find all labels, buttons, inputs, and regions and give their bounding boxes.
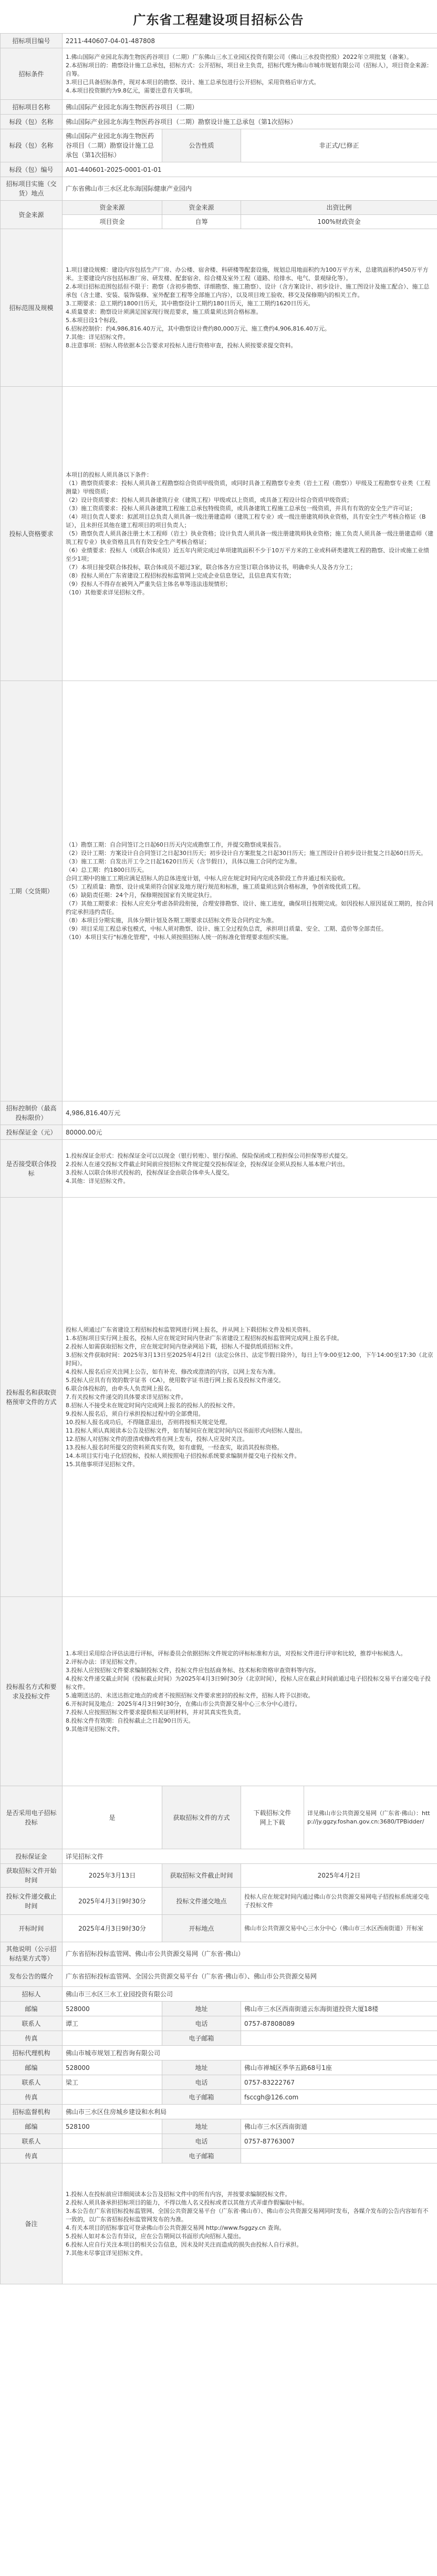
value-section-code: A01-440601-2025-0001-01-01 xyxy=(63,162,437,177)
label-purchase-start: 获取招标文件开始时间 xyxy=(1,1864,63,1888)
row-section-name xyxy=(1,115,437,129)
funding-head-3: 出资比例 xyxy=(241,201,437,215)
value-supervisor-address: 佛山市三水区西南街道 xyxy=(241,2119,437,2134)
label-tenderer-contact: 联系人 xyxy=(1,2016,63,2031)
row-funding-body xyxy=(1,215,437,229)
label-guarantee: 是否接受联合体投标 xyxy=(1,1140,63,1198)
funding-cell-2: 自筹 xyxy=(162,215,241,229)
label-agency: 招标代理机构 xyxy=(1,2046,63,2060)
row-tenderer-contact xyxy=(1,2016,437,2031)
label-section-name: 标段（包）名称 xyxy=(1,115,63,129)
label-location: 招标项目实施（交货）地点 xyxy=(1,177,63,201)
value-tenderer-contact: 谭工 xyxy=(63,2016,162,2031)
value-tenderer-phone: 0757-87808089 xyxy=(241,2016,437,2031)
row-max-price xyxy=(1,1101,437,1125)
label-agency-email: 电子邮箱 xyxy=(162,2090,241,2105)
value-eval: 1.本项目采用综合评估法进行评标，评标委员会依据招标文件规定的评标标准和方法，对投标文件进行评审和比较，推荐中标候选人。 2.评标办法：详见招标文件。 3.投标人应按招标文件要求编制投标文件，投标文件应包括商务标、技术标和资格审查资料等内容。 4.投标文件递交截止时间（投标截止时间）为2025年4月3日9时30分（北京时间），投标人应在截止时间前通过电子招投标交易平台递交电子投标文件。 5.逾期送达的、未送达指定地点的或者不按照招标文件要求密封的投标文件，招标人将予以拒收。 6.开标时间及地点：2025年4月3日9时30分，在佛山市公共资源交易中心三水分中心进行。 7.投标人应按照招标文件要求提供相关证明材料，并对其真实性负责。 8.投标文件有效期：自投标截止之日起90日历天。 9.其他详见招标文件。 xyxy=(63,1597,437,1786)
value-section-name: 佛山国际产业园北东海生物医药谷项目（二期）勘察设计施工总承包（第1次招标） xyxy=(63,115,437,129)
row-supervisor xyxy=(1,2105,437,2119)
label-remarks: 备注 xyxy=(1,2163,63,2284)
label-duration: 工期（交货期） xyxy=(1,681,63,1101)
value-purchase-start: 2025年3月13日 xyxy=(63,1864,162,1888)
value-location: 广东省佛山市三水区北东海国际健康产业园内 xyxy=(63,177,437,201)
label-tenderer-fax: 传真 xyxy=(1,2031,63,2046)
label-other: 其他说明（公示招标结果方式等） xyxy=(1,1942,63,1966)
row-tenderer xyxy=(1,1987,437,2002)
label-section-code: 标段（包）编号 xyxy=(1,162,63,177)
file-method-bottom: 网上下载 xyxy=(259,1818,285,1826)
value-agency-email[interactable]: fsccgh@126.com xyxy=(241,2090,437,2105)
label-qualification: 投标人资格要求 xyxy=(1,387,63,681)
row-registration xyxy=(1,1198,437,1597)
value-open-time: 2025年4月3日9时30分 xyxy=(63,1915,162,1942)
label-tenderer-email: 电子邮箱 xyxy=(162,2031,241,2046)
label-agency-phone: 电话 xyxy=(162,2075,241,2090)
label-file-method: 获取招标文件的方式 xyxy=(162,1786,241,1849)
label-tenderer-postcode: 邮编 xyxy=(1,2002,63,2016)
value-registration: 投标人须通过广东省建设工程招标投标监管网进行网上报名，并从网上下载招标文件及相关资料。 1.本招标项目实行网上报名，投标人应在规定时间内登录广东省建设工程招标投标监管网完成网上报名手续。 2.投标人如需获取招标文件，应在规定时间内登录网站下载，招标人不提供纸质招标文件。 3.招标文件获取时间：2025年3月13日至2025年4月2日（法定公休日、法定节假日除外），每日上午9:00至12:00，下午14:00至17:30（北京时间）。 4.投标人报名后应关注网上公告，如有补充、修改或澄清的内容，以网上发布为准。 5.投标人应具有有效的数字证书（CA），使用数字证书进行网上报名及投标文件递交。 6.联合体投标的，由牵头人负责网上报名。 7.有关投标文件递交的具体要求详见招标文件。 8.招标人不接受未在规定时间内完成网上报名的投标人的投标文件。 9.投标人报名后，须自行承担投标过程中的全部费用。 10.投标人报名成功后，不得随意退出，否则将按相关规定处理。 11.投标人须认真阅读本公告及招标文件，如有疑问应在规定时间内以书面形式向招标人提出。 12.招标人对招标文件的澄清或修改将在网上发布，投标人应及时关注。 13.投标人报名时所提交的资料须真实有效，如有虚假，一经查实，取消其投标资格。 14.本项目实行电子化招投标，投标人须按照电子招投标系统要求编制并提交电子投标文件。 15.其他事项详见招标文件。 xyxy=(63,1198,437,1597)
value-project-name: 佛山国际产业园北东海生物医药谷项目（二期） xyxy=(63,100,437,115)
value-project-code: 2211-440607-04-01-487808 xyxy=(63,34,437,48)
row-publish-media xyxy=(1,1966,437,1987)
value-agency-postcode: 528000 xyxy=(63,2060,162,2075)
value-e-tender: 是 xyxy=(63,1786,162,1849)
value-supervisor-contact xyxy=(63,2134,162,2149)
value-tenderer: 佛山市三水区三水工业园投资有限公司 xyxy=(63,1987,437,2002)
row-eval xyxy=(1,1597,437,1786)
value-guarantee: 1.投标保证金形式：投标保证金可以以现金（银行转账）、银行保函、保险保函或工程担保公司担保等形式提交。 2.投标人在递交投标文件截止时间前应按招标文件规定提交投标保证金，投标保证金须从投标人基本账户转出。 3.投标人以联合体形式投标的，投标保证金由联合体牵头人提交。 4.其他：详见招标文件。 xyxy=(63,1140,437,1198)
label-purchase-end: 获取招标文件截止时间 xyxy=(162,1864,241,1888)
label-eval: 投标报名方式和要求及投标文件 xyxy=(1,1597,63,1786)
row-file-notice xyxy=(1,1786,437,1849)
row-guarantee xyxy=(1,1140,437,1198)
value-submit-deadline: 2025年4月3日9时30分 xyxy=(63,1888,162,1915)
label-open-time: 开标时间 xyxy=(1,1915,63,1942)
value-duration: （1）勘察工期：自合同签订之日起60日历天内完成勘察工作，并提交勘察成果报告。 （2）设计工期：方案设计自合同签订之日起30日历天；初步设计自方案批复之日起30日历天；施工图设计自初步设计批复之日起60日历天。 （3）施工工期：自发出开工令之日起1620日历天（含节假日），具体以施工合同约定为准。 （4）总工期：约1800日历天。 合同工期中的施工工期应满足招标人的总体进度计划，中标人应在规定时间内完成各阶段工作并通过相关验收。 （5）工程质量：勘察、设计成果须符合国家及地方现行规范和标准，施工质量须达到合格标准，争创省级优质工程。 （6）缺陷责任期：24个月，保修期按国家有关规定执行。 （7）其他工期要求：投标人应充分考虑各阶段衔接，合理安排勘察、设计、施工进度，确保项目按期完成。如因投标人原因延误工期的，按合同约定承担违约责任。 （8）本项目分期实施，具体分期计划及各期工期要求以招标文件及合同约定为准。 （9）项目采用工程总承包模式，中标人须对勘察、设计、施工全过程负总责，承担项目质量、安全、工期、造价等全部责任。 （10）本项目实行"标准化管理"，中标人须按照招标人统一的标准化管理要求组织实施。 xyxy=(63,681,437,1101)
row-tenderer-postcode xyxy=(1,2002,437,2016)
value-supervisor-postcode: 528100 xyxy=(63,2119,162,2134)
value-gen-date: 详见招标文件 xyxy=(63,1849,437,1864)
row-project-code xyxy=(1,34,437,48)
value-conditions: 1.佛山国际产业园北东海生物医药谷项目（二期）广东佛山三水工业园区投资有限公司（佛山三水投资控股）2022年立项批复（备案）。 2.本招标项目的：勘察设计施工总承包，招标方式：公开招标，项目业主负责，招标代理为佛山市城市规划有限公司（招标人），项目资金来源：自筹。 3.项目已具备招标条件，现对本项目的勘察、设计、施工总承包进行公开招标，采用资格后审方式。 4.本项目投资额约为9.8亿元，需要注意有关事项。 xyxy=(63,48,437,100)
label-open-place: 开标地点 xyxy=(162,1915,241,1942)
value-agency-phone: 0757-83222767 xyxy=(241,2075,437,2090)
row-qualification xyxy=(1,387,437,681)
funding-head-2: 资金来源 xyxy=(162,201,241,215)
value-tenderer-postcode: 528000 xyxy=(63,2002,162,2016)
label-project-name: 招标项目名称 xyxy=(1,100,63,115)
label-supervisor-phone: 电话 xyxy=(162,2134,241,2149)
value-notice-type: 非正式/已修正 xyxy=(241,129,437,162)
value-agency: 佛山市城市规划工程咨询有限公司 xyxy=(63,2046,437,2060)
label-supervisor-contact: 联系人 xyxy=(1,2134,63,2149)
value-deposit: 80000.00元 xyxy=(63,1125,437,1140)
row-duration xyxy=(1,681,437,1101)
value-submit-place: 投标人应在规定时间内通过佛山市公共资源交易网电子招投标系统递交电子投标文件 xyxy=(241,1888,437,1915)
row-remarks xyxy=(1,2163,437,2284)
row-submit-deadline xyxy=(1,1888,437,1915)
label-supervisor-fax: 传真 xyxy=(1,2149,63,2163)
label-deposit: 投标保证金（元） xyxy=(1,1125,63,1140)
row-open-time xyxy=(1,1915,437,1942)
row-conditions xyxy=(1,48,437,100)
row-purchase xyxy=(1,1864,437,1888)
label-scope: 招标范围及规模 xyxy=(1,229,63,387)
label-project-code: 招标项目编号 xyxy=(1,34,63,48)
label-e-tender: 是否采用电子招标投标 xyxy=(1,1786,63,1849)
label-section-detail: 标段（包）名称 xyxy=(1,129,63,162)
row-funding-head xyxy=(1,201,437,215)
page-title: 广东省工程建设项目招标公告 xyxy=(133,13,304,27)
funding-cell-3: 100%财政资金 xyxy=(241,215,437,229)
value-agency-contact: 梁工 xyxy=(63,2075,162,2090)
value-section-detail: 佛山国际产业园北东海生物医药谷项目（二期）勘察设计施工总承包（第1次招标） xyxy=(63,129,162,162)
label-submit-deadline: 投标文件递交截止时间 xyxy=(1,1888,63,1915)
funding-cell-1: 项目资金 xyxy=(63,215,162,229)
value-supervisor-email xyxy=(241,2149,437,2163)
notice-table xyxy=(0,33,437,2284)
value-remarks: 1.投标人在投标前应详细阅读本公告及招标文件中的所有内容，并按要求编制投标文件。 2.投标人须具备承担招标项目的能力，不得以他人名义投标或者以其他方式弄虚作假骗取中标。 3.本公告在广东省招标投标监管网、全国公共资源交易平台（广东省·佛山市）、佛山市公共资源交易网同时发布，各媒介发布的公告内容如有不一致的，以广东省招标投标监管网发布的为准。 4.有关本项目的招标事宜可登录佛山市公共资源交易网 http://www.fsggzy.cn 查询。 5.投标人如对本公告有异议，应在公告期间以书面形式向招标人提出。 6.投标人应自行关注本项目的相关公告信息，因未及时关注而造成的损失由投标人自行承担。 7.其他未尽事宜详见招标文件。 xyxy=(63,2163,437,2284)
label-agency-postcode: 邮编 xyxy=(1,2060,63,2075)
label-supervisor: 招标监督机构 xyxy=(1,2105,63,2119)
label-tenderer-address: 地址 xyxy=(162,2002,241,2016)
row-deposit xyxy=(1,1125,437,1140)
label-max-price: 招标控制价（最高投标限价） xyxy=(1,1101,63,1125)
label-supervisor-postcode: 邮编 xyxy=(1,2119,63,2134)
label-tenderer: 招标人 xyxy=(1,1987,63,2002)
label-tenderer-phone: 电话 xyxy=(162,2016,241,2031)
value-agency-address: 佛山市禅城区季华五路68号1座 xyxy=(241,2060,437,2075)
row-agency-fax xyxy=(1,2090,437,2105)
label-agency-address: 地址 xyxy=(162,2060,241,2075)
label-registration: 投标报名和获取资格预审文件的方式 xyxy=(1,1198,63,1597)
row-section-detail xyxy=(1,129,437,162)
row-supervisor-fax xyxy=(1,2149,437,2163)
row-agency-contact xyxy=(1,2075,437,2090)
label-funding: 资金来源 xyxy=(1,201,63,229)
label-notice-type: 公告性质 xyxy=(162,129,241,162)
row-other xyxy=(1,1942,437,1966)
value-supervisor: 佛山市三水区住房城乡建设和水利局 xyxy=(63,2105,437,2119)
label-agency-contact: 联系人 xyxy=(1,2075,63,2090)
row-agency-postcode xyxy=(1,2060,437,2075)
label-supervisor-address: 地址 xyxy=(162,2119,241,2134)
row-section-code xyxy=(1,162,437,177)
value-supervisor-phone: 0757-87763007 xyxy=(241,2134,437,2149)
value-tenderer-email xyxy=(241,2031,437,2046)
value-file-method xyxy=(241,1786,304,1849)
value-agency-fax xyxy=(63,2090,162,2105)
funding-head-1: 资金来源 xyxy=(63,201,162,215)
value-qualification: 本项目的投标人须具备以下条件： （1）勘察资质要求：投标人须具备工程勘察综合资质甲级资质，或同时具备工程勘察专业类（岩土工程（勘察））甲级及工程勘察专业类（工程测量）甲级资质； （2）设计资质要求：投标人须具备建筑行业（建筑工程）甲级或以上资质，或具备工程设计综合资质甲级资质； （3）施工资质要求：投标人须具备建筑工程施工总承包特级资质，或具备建筑工程施工总承包一级资质，并具有有效的安全生产许可证； （4）项目负责人要求：拟派项目总负责人须具备一级注册建造师（建筑工程专业）或一级注册建筑师执业资格，具有安全生产考核合格证（B证），且未担任其他在建工程项目的项目负责人； （5）勘察负责人须具备注册土木工程师（岩土）执业资格；设计负责人须具备一级注册建筑师执业资格；施工负责人须具备一级注册建造师（建筑工程专业）执业资格且具有有效安全生产考核合格证； （6）业绩要求：投标人（或联合体成员）近五年内须完成过单项建筑面积不少于10万平方米的工业或科研类建筑工程的勘察、设计或施工业绩至少1项； （7）本项目接受联合体投标，联合体成员不超过3家，联合体各方应签订联合体协议书，明确牵头人及各方分工； （8）投标人须在广东省建设工程招标投标监管网上完成企业信息登记，且信息真实有效； （9）投标人不得存在被列入严重失信主体名单等违法违规情形； （10）其他要求详见招标文件。 xyxy=(63,387,437,681)
value-purchase-end: 2025年4月2日 xyxy=(241,1864,437,1888)
row-project-name xyxy=(1,100,437,115)
value-max-price: 4,986,816.40万元 xyxy=(63,1101,437,1125)
value-scope: 1.项目建设规模：建设内容包括生产厂房、办公楼、宿舍楼、科研楼等配套设施，规划总用地面积约为100万平方米，总建筑面积约450万平方米。主要建设内容包括标准厂房、研发楼、配套宿舍、综合楼及室外工程（道路、给排水、电气、景观绿化等）。 2.本项目招标范围包括但不限于：勘察（含初步勘察、详细勘察、施工勘察）、设计（含方案设计、初步设计、施工图设计及施工配合）、施工总承包（含土建、安装、装饰装修、室外配套工程等全部施工内容），以及项目竣工验收、移交及保修期内的相关工作。 3.工期要求：总工期约1800日历天，其中勘察设计工期约180日历天，施工工期约1620日历天。 4.质量要求：勘察设计须满足国家现行规范要求，施工质量须达到合格标准。 5.本项目设1个标段。 6.招标控制价：约4,986,816.40万元，其中勘察设计费约80,000万元、施工费约4,906,816.40万元。 7.其他：详见招标文件。 8.注意事项：招标人将依据本公告要求对投标人进行资格审查，投标人须按要求提交资料。 xyxy=(63,229,437,387)
file-method-top: 下载招标文件 xyxy=(253,1809,292,1817)
label-publish-media: 发布公告的媒介 xyxy=(1,1966,63,1987)
row-location xyxy=(1,177,437,201)
value-publish-media: 广东省招标投标监管网、全国公共资源交易平台（广东省·佛山市）、佛山市公共资源交易网 xyxy=(63,1966,437,1987)
value-file-note: 详见佛山市公共资源交易网（广东省·佛山）：http://jy.ggzy.foshan.gov.cn:3680/TPBidder/ xyxy=(304,1786,437,1849)
row-gen-date xyxy=(1,1849,437,1864)
row-supervisor-contact xyxy=(1,2134,437,2149)
label-conditions: 招标条件 xyxy=(1,48,63,100)
value-tenderer-address: 佛山市三水区西南街道云东海街道投资大厦18楼 xyxy=(241,2002,437,2016)
value-open-place: 佛山市公共资源交易中心三水分中心（佛山市三水区西南街道）开标室 xyxy=(241,1915,437,1942)
label-submit-place: 投标文件递交地点 xyxy=(162,1888,241,1915)
label-gen-date: 投标保证金 xyxy=(1,1849,63,1864)
value-supervisor-fax xyxy=(63,2149,162,2163)
label-supervisor-email: 电子邮箱 xyxy=(162,2149,241,2163)
row-tenderer-fax xyxy=(1,2031,437,2046)
value-tenderer-fax xyxy=(63,2031,162,2046)
row-agency xyxy=(1,2046,437,2060)
row-supervisor-postcode xyxy=(1,2119,437,2134)
row-scope xyxy=(1,229,437,387)
label-agency-fax: 传真 xyxy=(1,2090,63,2105)
value-other: 广东省招标投标监管网、佛山市公共资源交易网（广东省·佛山） xyxy=(63,1942,437,1966)
